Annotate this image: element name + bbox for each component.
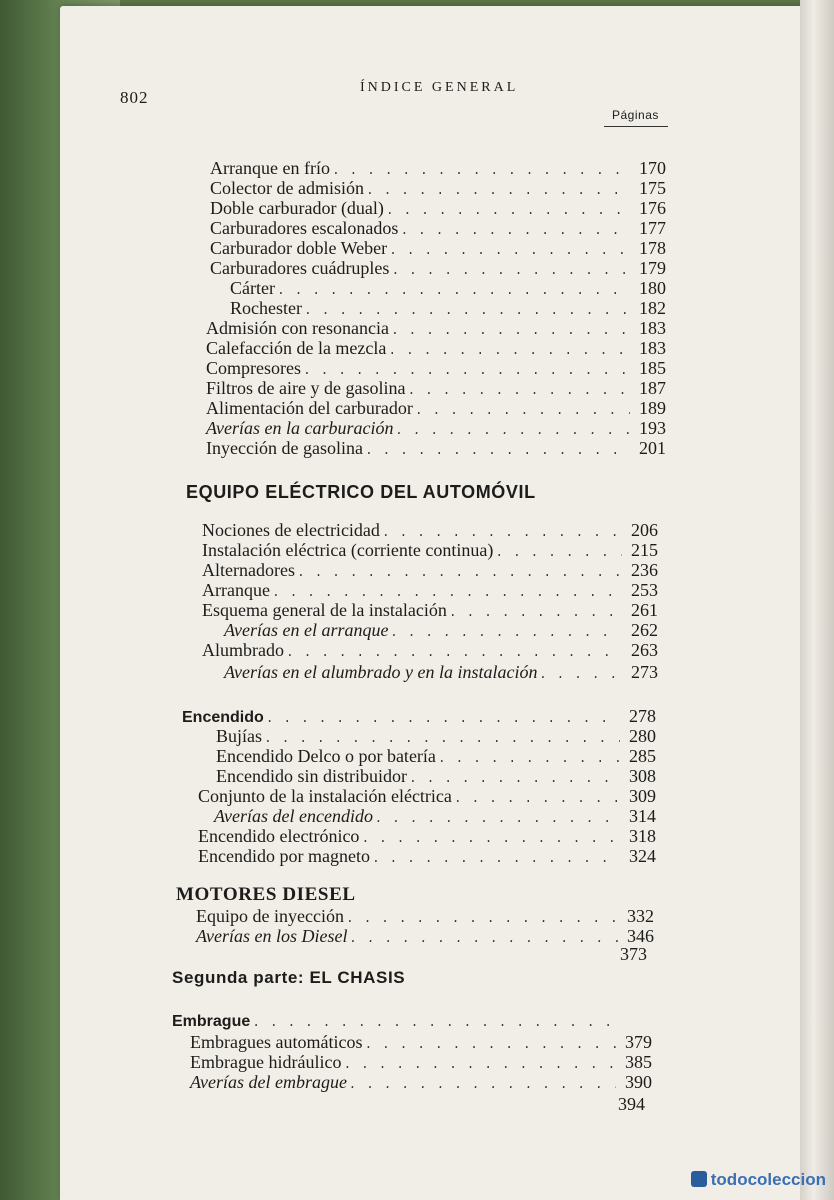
leader-dots	[372, 849, 620, 869]
toc-page: 394	[618, 1094, 645, 1114]
toc-page: 318	[629, 826, 656, 846]
toc-label: Colector de admisión	[210, 178, 364, 198]
running-title: ÍNDICE GENERAL	[360, 80, 519, 95]
toc-page: 185	[639, 358, 666, 378]
leader-dots	[286, 643, 622, 663]
toc-page: 379	[625, 1032, 652, 1052]
leader-dots	[365, 441, 630, 461]
toc-page: 390	[625, 1072, 652, 1092]
toc-label: Averías en el alumbrado y en la instalación	[224, 662, 538, 682]
toc-entry	[198, 846, 656, 869]
toc-page: 314	[629, 806, 656, 826]
toc-entry	[190, 1072, 652, 1095]
toc-label: Compresores	[206, 358, 301, 378]
toc-label: Carburadores escalonados	[210, 218, 399, 238]
toc-page: 180	[639, 278, 666, 298]
toc-page: 176	[639, 198, 666, 218]
toc-page: 236	[631, 560, 658, 580]
toc-page: 206	[631, 520, 658, 540]
pages-label: Páginas	[612, 108, 659, 122]
toc-page: 183	[639, 338, 666, 358]
leader-dots	[349, 929, 618, 949]
toc-page: 373	[620, 944, 647, 964]
toc-label: Encendido Delco o por batería	[216, 746, 436, 766]
toc-page: 183	[639, 318, 666, 338]
toc-page: 324	[629, 846, 656, 866]
toc-page: 193	[639, 418, 666, 438]
pages-rule	[604, 126, 668, 127]
toc-label: Instalación eléctrica (corriente continua)	[202, 540, 494, 560]
toc-label: Admisión con resonancia	[206, 318, 389, 338]
toc-page: 175	[639, 178, 666, 198]
toc-label: Carburador doble Weber	[210, 238, 388, 258]
toc-label: Arranque en frío	[210, 158, 330, 178]
toc-page: 346	[627, 926, 654, 946]
toc-label: Encendido por magneto	[198, 846, 370, 866]
toc-entry	[206, 438, 666, 461]
toc-page: 189	[639, 398, 666, 418]
page-number: 802	[120, 88, 149, 107]
toc-label: Averías en los Diesel	[196, 926, 348, 946]
toc-label: Doble carburador (dual)	[210, 198, 384, 218]
watermark	[691, 1170, 826, 1190]
toc-label: Inyección de gasolina	[206, 438, 363, 458]
toc-label: Filtros de aire y de gasolina	[206, 378, 406, 398]
toc-label: Averías en el arranque	[224, 620, 389, 640]
toc-label: Alternadores	[202, 560, 295, 580]
toc-label: Arranque	[202, 580, 270, 600]
toc-page: 263	[631, 640, 658, 660]
toc-page: 182	[639, 298, 666, 318]
toc-label: Alumbrado	[202, 640, 284, 660]
toc-page: 179	[639, 258, 666, 278]
leader-dots	[252, 1013, 616, 1033]
section-heading: EQUIPO ELÉCTRICO DEL AUTOMÓVIL	[186, 482, 536, 502]
toc-page: 177	[639, 218, 666, 238]
toc-label: Averías del embrague	[190, 1072, 347, 1092]
part-heading: Segunda parte: EL CHASIS	[172, 968, 406, 987]
toc-label: Bujías	[216, 726, 263, 746]
toc-entry	[196, 926, 654, 949]
toc-page: 280	[629, 726, 656, 746]
watermark-icon	[691, 1171, 707, 1187]
section-heading: Encendido	[182, 709, 264, 726]
toc-label: Rochester	[230, 298, 302, 318]
toc-label: Alimentación del carburador	[206, 398, 413, 418]
leader-dots	[349, 1075, 616, 1095]
toc-page: 332	[627, 906, 654, 926]
toc-page: 385	[625, 1052, 652, 1072]
toc-label: Carburadores cuádruples	[210, 258, 390, 278]
toc-page: 262	[631, 620, 658, 640]
section-heading: Embrague	[172, 1013, 251, 1030]
watermark-text: todocoleccion	[710, 1170, 826, 1189]
toc-label: Esquema general de la instalación	[202, 600, 447, 620]
toc-page: 273	[631, 662, 658, 682]
toc-label: Embrague hidráulico	[190, 1052, 342, 1072]
toc-page: 201	[639, 438, 666, 458]
toc-page: 178	[639, 238, 666, 258]
toc-label: Embragues automáticos	[190, 1032, 363, 1052]
toc-page: 170	[639, 158, 666, 178]
toc-entry	[172, 1012, 652, 1033]
toc-page: 309	[629, 786, 656, 806]
section-heading: MOTORES DIESEL	[176, 884, 356, 905]
toc-page: 261	[631, 600, 658, 620]
toc-page: 253	[631, 580, 658, 600]
toc-label: Calefacción de la mezcla	[206, 338, 387, 358]
toc-label: Nociones de electricidad	[202, 520, 380, 540]
toc-label: Encendido electrónico	[198, 826, 360, 846]
toc-page: 215	[631, 540, 658, 560]
leader-dots	[539, 665, 622, 685]
toc-label: Conjunto de la instalación eléctrica	[198, 786, 452, 806]
toc-label: Cárter	[230, 278, 275, 298]
toc-label: Averías en la carburación	[206, 418, 394, 438]
toc-entry	[224, 662, 658, 685]
toc-entry	[202, 640, 658, 663]
toc-label: Equipo de inyección	[196, 906, 344, 926]
toc-label: Encendido sin distribuidor	[216, 766, 407, 786]
toc-page: 308	[629, 766, 656, 786]
toc-page: 285	[629, 746, 656, 766]
toc-page: 278	[629, 706, 656, 726]
toc-page: 187	[639, 378, 666, 398]
book-edge	[800, 0, 834, 1200]
toc-label: Averías del encendido	[214, 806, 373, 826]
